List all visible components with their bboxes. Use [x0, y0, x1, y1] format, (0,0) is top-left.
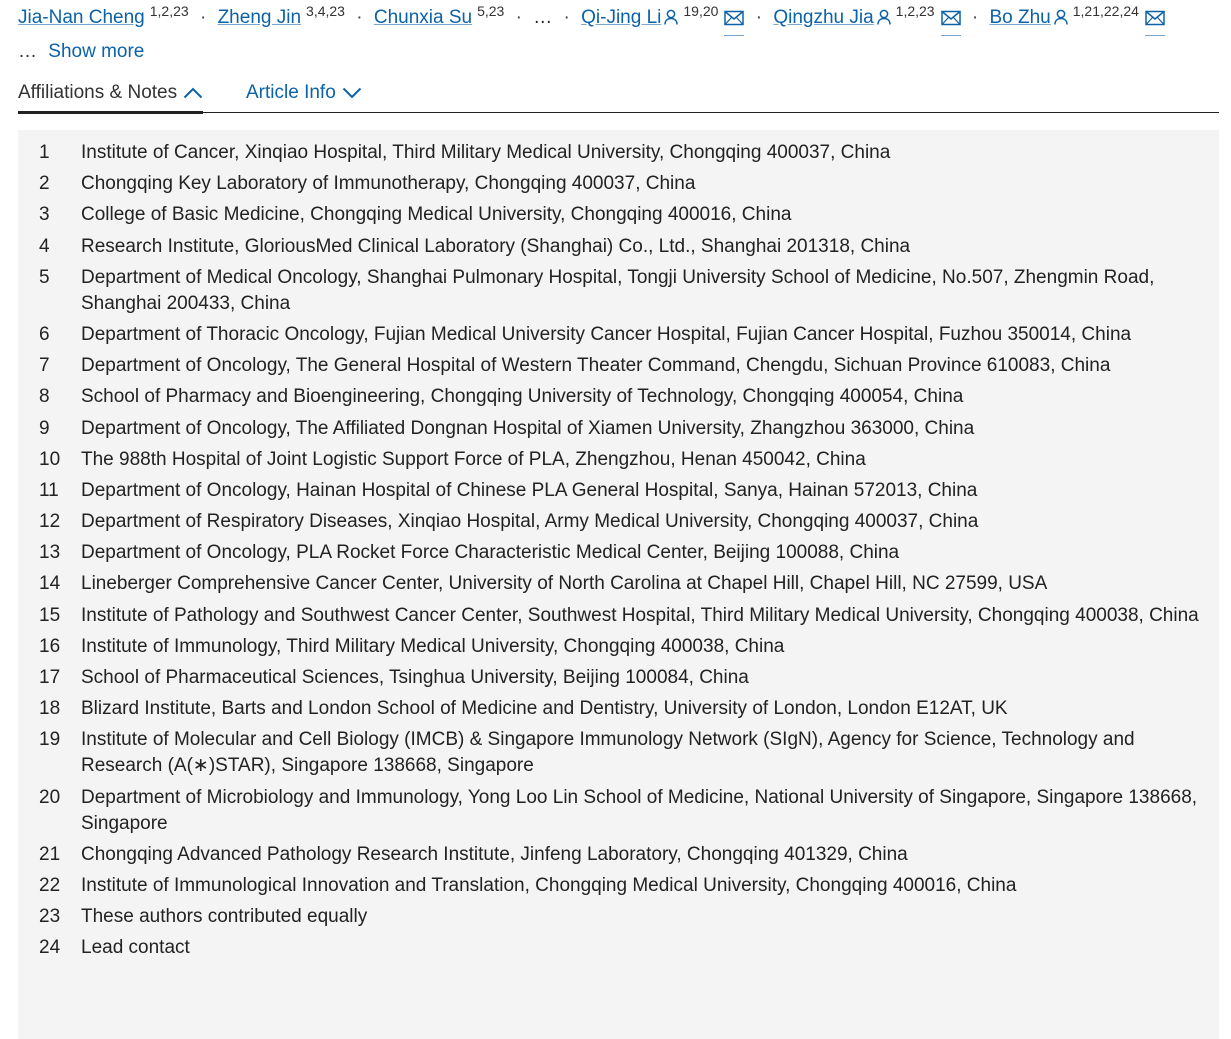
author-separator: ·: [199, 7, 207, 28]
tab-article-info-label: Article Info: [246, 82, 336, 103]
affiliation-number: 2: [39, 173, 50, 195]
affiliation-number: 16: [39, 635, 61, 657]
affiliation-text: Research Institute, GloriousMed Clinical Laboratory (Shanghai) Co., Ltd., Shanghai 201318, China: [81, 235, 911, 257]
affiliation-text: These authors contributed equally: [81, 906, 368, 928]
affiliation-item: [18, 571, 1219, 597]
affiliation-number: 22: [39, 874, 61, 896]
author-separator: ·: [356, 7, 363, 28]
affiliation-item: [18, 603, 1219, 629]
affiliation-text: Department of Oncology, PLA Rocket Force Characteristic Medical Center, Beijing 100088, China: [81, 542, 900, 564]
author-link[interactable]: Jia-Nan Cheng: [18, 7, 145, 28]
affiliation-item: [18, 935, 1219, 961]
authors-ellipsis: …: [533, 7, 553, 28]
affiliation-text: School of Pharmaceutical Sciences, Tsinghua University, Beijing 100084, China: [81, 667, 749, 688]
affiliation-item: [18, 696, 1219, 722]
affiliation-number: 8: [39, 386, 50, 408]
affiliation-number: 5: [39, 266, 50, 288]
affiliation-text: Department of Oncology, Hainan Hospital of Chinese PLA General Hospital, Sanya, Hainan 572013, China: [81, 479, 978, 501]
affiliation-item: [18, 447, 1219, 473]
author-separator: ·: [971, 7, 979, 28]
affiliation-number: 11: [39, 479, 59, 501]
affiliation-text: Department of Thoracic Oncology, Fujian Medical University Cancer Hospital, Fujian Cancer Hospital, Fuzhou 350014, China: [81, 323, 1132, 345]
tab-affiliations-notes[interactable]: [18, 82, 203, 104]
affiliation-number: 20: [39, 786, 61, 808]
affiliation-text: Institute of Immunology, Third Military Medical University, Chongqing 400038, China: [81, 635, 785, 657]
affiliation-item: [18, 727, 1219, 779]
affiliation-item: [18, 842, 1219, 868]
affiliation-item: [18, 540, 1219, 566]
affiliation-text: School of Pharmacy and Bioengineering, Chongqing University of Technology, Chongqing 400054, China: [81, 386, 964, 408]
author-separator: ·: [563, 7, 570, 28]
author-link[interactable]: Qingzhu Jia: [773, 7, 874, 28]
affiliation-item: [18, 234, 1219, 260]
ellipsis: …: [18, 41, 37, 62]
affiliation-text: Department of Oncology, The General Hospital of Western Theater Command, Chengdu, Sichuan Province 610083, China: [81, 355, 1111, 377]
affiliation-text: Department of Oncology, The Affiliated Dongnan Hospital of Xiamen University, Zhangzhou 363000, China: [81, 417, 975, 439]
affiliation-number: 6: [39, 323, 50, 345]
affiliation-number: 10: [39, 448, 61, 470]
affiliation-number: 24: [39, 937, 61, 959]
affiliation-number: 13: [39, 542, 61, 564]
affiliation-item: [18, 384, 1219, 410]
affiliation-text: The 988th Hospital of Joint Logistic Support Force of PLA, Zhengzhou, Henan 450042, China: [81, 448, 866, 470]
author-affiliation-refs: 5,23: [477, 3, 505, 19]
show-more-link[interactable]: Show more: [48, 41, 145, 62]
affiliation-text: Department of Medical Oncology, Shanghai Pulmonary Hospital, Tongji University School of Medicine, No.507, Zhengmin Road, Shanghai 200433, China: [81, 266, 1155, 314]
affiliation-item: [18, 904, 1219, 930]
author-affiliation-refs: 1,2,23: [895, 3, 935, 19]
affiliation-text: Lineberger Comprehensive Cancer Center, University of North Carolina at Chapel Hill, Chapel Hill, NC 27599, USA: [81, 573, 1048, 595]
author-affiliation-refs: 19,20: [683, 3, 719, 19]
affiliation-item: [18, 665, 1219, 691]
affiliation-item: [18, 353, 1219, 379]
chevron-down-icon: [342, 87, 362, 99]
show-more-row: [18, 38, 144, 66]
affiliation-item: [18, 416, 1219, 442]
affiliation-item: [18, 509, 1219, 535]
affiliation-number: 15: [39, 604, 61, 626]
affiliation-number: 19: [39, 729, 61, 751]
affiliation-number: 23: [39, 906, 61, 928]
tab-article-info[interactable]: [246, 82, 362, 104]
info-tabs: [18, 80, 1219, 113]
affiliation-text: Institute of Cancer, Xinqiao Hospital, Third Military Medical University, Chongqing 400037, China: [81, 142, 891, 163]
corresponding-author-icon: [664, 6, 678, 34]
affiliation-text: Chongqing Advanced Pathology Research Institute, Jinfeng Laboratory, Chongqing 401329, China: [81, 843, 908, 865]
affiliation-number: 21: [39, 843, 61, 865]
affiliation-item: [18, 634, 1219, 660]
author-separator: ·: [755, 7, 763, 28]
affiliation-list: [18, 130, 1219, 961]
corresponding-author-icon: [1054, 6, 1068, 34]
affiliation-number: 17: [39, 667, 61, 688]
email-icon[interactable]: [941, 7, 961, 36]
affiliation-item: [18, 171, 1219, 197]
affiliation-item: [18, 140, 1219, 166]
affiliation-number: 12: [39, 511, 61, 533]
affiliations-panel: [18, 130, 1219, 1039]
affiliation-text: Blizard Institute, Barts and London School of Medicine and Dentistry, University of London, London E12AT, UK: [81, 698, 1008, 720]
affiliation-number: 1: [39, 142, 50, 163]
email-icon[interactable]: [724, 7, 744, 36]
affiliation-number: 7: [39, 355, 50, 377]
affiliation-item: [18, 478, 1219, 504]
affiliation-item: [18, 785, 1219, 837]
affiliation-text: Institute of Pathology and Southwest Cancer Center, Southwest Hospital, Third Military Medical University, Chongqing 400038, China: [81, 604, 1199, 626]
affiliation-item: [18, 265, 1219, 317]
author-link[interactable]: Zheng Jin: [217, 7, 302, 28]
affiliation-text: Lead contact: [81, 937, 190, 959]
author-separator: ·: [515, 7, 522, 28]
author-link[interactable]: Bo Zhu: [989, 7, 1051, 28]
affiliation-number: 9: [39, 417, 50, 439]
affiliation-item: [18, 873, 1219, 899]
affiliation-text: Institute of Molecular and Cell Biology (IMCB) & Singapore Immunology Network (SIgN), Agency for Science, Technology and Research (A(∗)STAR), Singapore 138668, Singapore: [81, 729, 1135, 777]
affiliation-item: [18, 322, 1219, 348]
author-affiliation-refs: 3,4,23: [306, 3, 345, 19]
corresponding-author-icon: [877, 6, 891, 34]
email-icon[interactable]: [1145, 7, 1165, 36]
affiliation-text: Department of Microbiology and Immunology, Yong Loo Lin School of Medicine, National University of Singapore, Singapore 138668, Singapore: [81, 786, 1198, 834]
affiliation-number: 14: [39, 573, 61, 595]
affiliation-text: Institute of Immunological Innovation and Translation, Chongqing Medical University, Chongqing 400016, China: [81, 874, 1017, 896]
affiliation-number: 4: [39, 235, 50, 257]
author-list: [18, 4, 1223, 36]
affiliation-number: 18: [39, 698, 61, 720]
author-affiliation-refs: 1,21,22,24: [1072, 3, 1139, 19]
author-affiliation-refs: 1,2,23: [149, 3, 189, 19]
author-link[interactable]: Qi-Jing Li: [581, 7, 662, 28]
author-link[interactable]: Chunxia Su: [373, 7, 473, 28]
affiliation-text: College of Basic Medicine, Chongqing Medical University, Chongqing 400016, China: [81, 204, 792, 226]
chevron-up-icon: [183, 87, 203, 99]
affiliation-text: Chongqing Key Laboratory of Immunotherapy, Chongqing 400037, China: [81, 173, 696, 195]
affiliation-item: [18, 202, 1219, 228]
affiliation-text: Department of Respiratory Diseases, Xinqiao Hospital, Army Medical University, Chongqing 400037, China: [81, 511, 979, 533]
affiliation-number: 3: [39, 204, 50, 226]
tab-affiliations-label: Affiliations & Notes: [18, 82, 178, 103]
